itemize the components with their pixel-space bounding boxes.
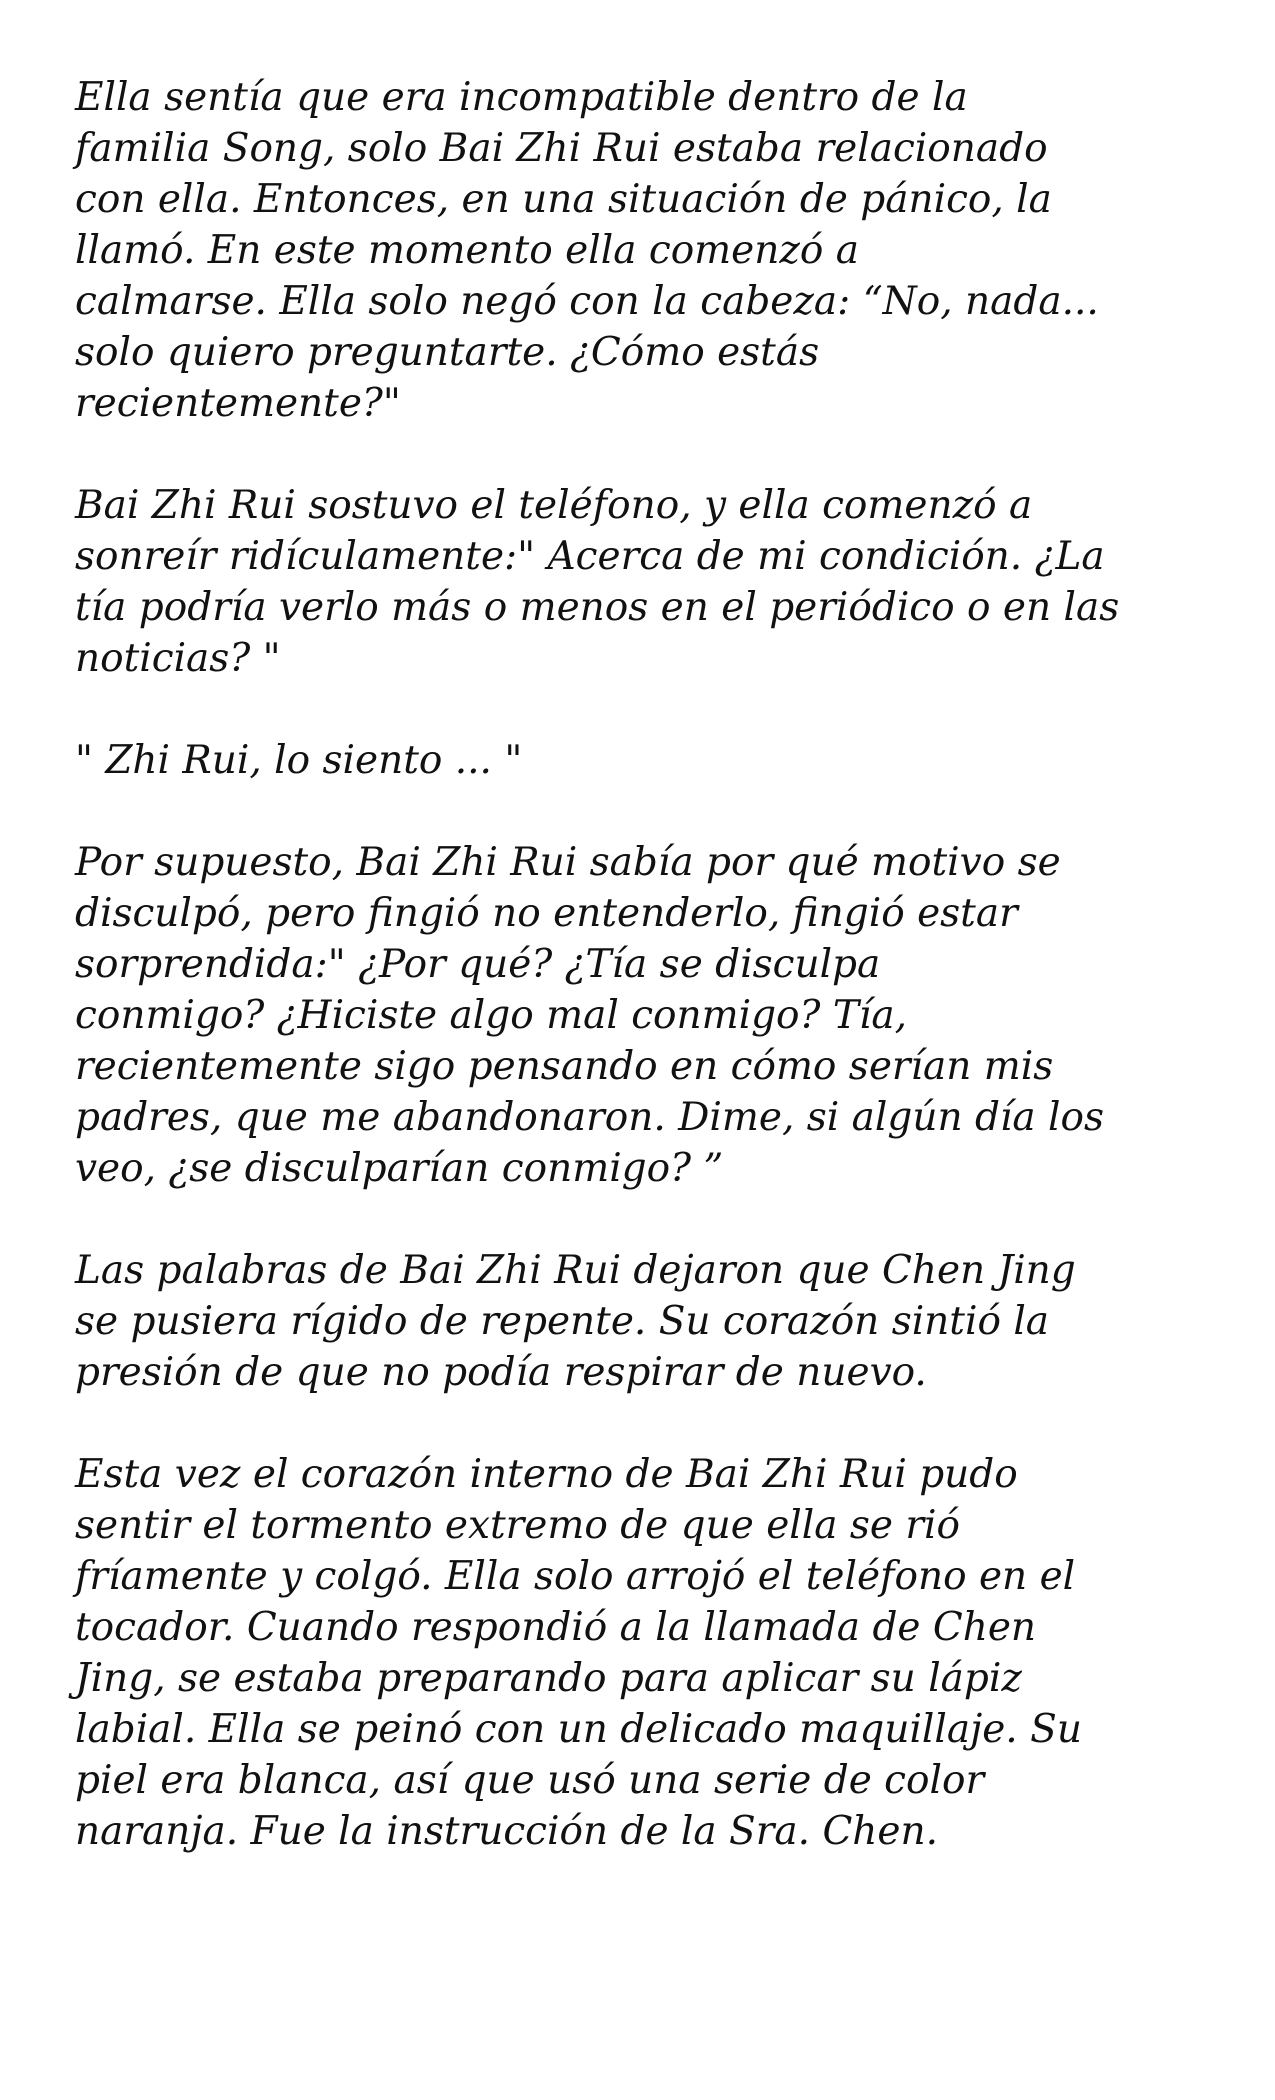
text-line: recientemente?" [75, 381, 401, 426]
paragraph-5 [75, 1245, 1215, 1398]
paragraph-3 [75, 735, 1215, 786]
text-line: sentir el tormento extremo de que ella se rió [75, 1503, 960, 1548]
text-line: tocador. Cuando respondió a la llamada de Chen [75, 1605, 1037, 1650]
text-line: con ella. Entonces, en una situación de pánico, la [75, 177, 1052, 222]
text-line: se pusiera rígido de repente. Su corazón sintió la [75, 1299, 1050, 1344]
text-line: padres, que me abandonaron. Dime, si algún día los [75, 1095, 1105, 1140]
text-line: veo, ¿se disculparían conmigo? ” [75, 1146, 724, 1191]
text-line: calmarse. Ella solo negó con la cabeza: “No, nada... [75, 279, 1099, 324]
text-line: Jing, se estaba preparando para aplicar su lápiz [75, 1656, 1022, 1701]
text-line: fríamente y colgó. Ella solo arrojó el teléfono en el [75, 1554, 1076, 1599]
text-line: solo quiero preguntarte. ¿Cómo estás [75, 330, 820, 375]
text-line: Bai Zhi Rui sostuvo el teléfono, y ella comenzó a [75, 483, 1033, 528]
text-line: tía podría verlo más o menos en el periódico o en las [75, 585, 1120, 630]
text-line: naranja. Fue la instrucción de la Sra. Chen. [75, 1809, 939, 1854]
text-line: noticias? " [75, 636, 281, 681]
paragraph-2 [75, 480, 1215, 684]
text-line: conmigo? ¿Hiciste algo mal conmigo? Tía, [75, 993, 907, 1038]
text-line: recientemente sigo pensando en cómo serían mis [75, 1044, 1054, 1089]
document-page [75, 72, 1215, 1908]
text-line: llamó. En este momento ella comenzó a [75, 228, 860, 273]
text-line: piel era blanca, así que usó una serie de color [75, 1758, 985, 1803]
text-line: Las palabras de Bai Zhi Rui dejaron que Chen Jing [75, 1248, 1076, 1293]
text-line: Esta vez el corazón interno de Bai Zhi Rui pudo [75, 1452, 1018, 1497]
paragraph-1 [75, 72, 1215, 429]
text-line: labial. Ella se peinó con un delicado maquillaje. Su [75, 1707, 1082, 1752]
text-line: Por supuesto, Bai Zhi Rui sabía por qué motivo se [75, 840, 1061, 885]
text-line: familia Song, solo Bai Zhi Rui estaba relacionado [75, 126, 1048, 171]
text-line: Ella sentía que era incompatible dentro de la [75, 75, 968, 120]
paragraph-6 [75, 1449, 1215, 1857]
text-line: presión de que no podía respirar de nuevo. [75, 1350, 927, 1395]
text-line: sonreír ridículamente:" Acerca de mi condición. ¿La [75, 534, 1105, 579]
text-line: " Zhi Rui, lo siento ... " [75, 738, 523, 783]
text-line: sorprendida:" ¿Por qué? ¿Tía se disculpa [75, 942, 881, 987]
paragraph-4 [75, 837, 1215, 1194]
text-line: disculpó, pero fingió no entenderlo, fingió estar [75, 891, 1018, 936]
